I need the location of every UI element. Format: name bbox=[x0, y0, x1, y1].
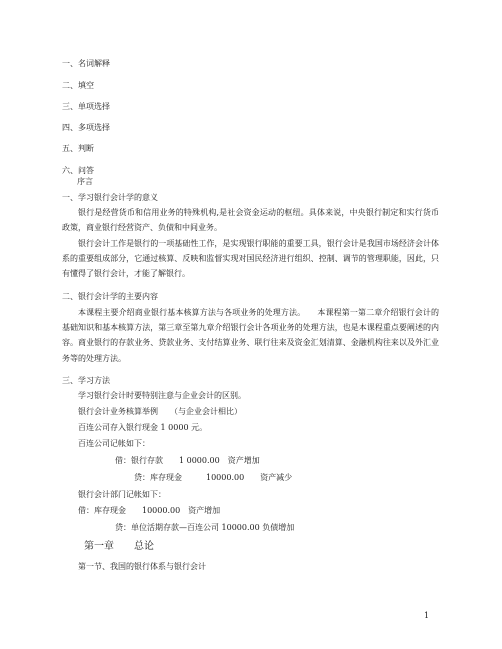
section-1-paragraph-1: 银行是经营货币和信用业务的特殊机构,是社会资金运动的枢纽。具体来说，中央银行制定和实行货币政策，商业银行经营资产、负债和中间业务。 bbox=[62, 208, 439, 233]
exam-type-2: 二、填空 bbox=[62, 81, 94, 90]
entry-debit-2: 借：库存现金 10000.00 资产增加 bbox=[78, 506, 221, 515]
section-2-title: 二、银行会计学的主要内容 bbox=[62, 292, 158, 301]
method-line-1: 学习银行会计时要特别注意与企业会计的区别。 bbox=[78, 391, 246, 400]
exam-type-6: 六、问答 bbox=[62, 166, 94, 175]
page-number: 1 bbox=[424, 611, 430, 620]
preface-heading: 序言 bbox=[77, 177, 93, 186]
entry-debit-1: 借：银行存款 1 0000.00 资产增加 bbox=[115, 456, 260, 465]
method-line-7: 银行会计部门记帐如下： bbox=[78, 490, 166, 499]
exam-type-5: 五、判断 bbox=[62, 144, 94, 153]
chapter-title: 第一章 总论 bbox=[84, 541, 154, 552]
exam-type-4: 四、多项选择 bbox=[62, 123, 110, 132]
section-2-paragraph-1: 本课程主要介绍商业银行基本核算方法与各项业务的处理方法。 本课程第一第二章介绍银行会计的基础知识和基本核算方法，第三章至第九章介绍银行会计各项业务的处理方法，也是本课程重点要阐述的内容。商业银行的存款业务、贷款业务、支付结算业务、联行往来及资金汇划清算、金融机构往来以及外汇业务等的处理方法。 bbox=[62, 308, 439, 363]
exam-type-3: 三、单项选择 bbox=[62, 102, 110, 111]
method-line-4: 百连公司记帐如下： bbox=[78, 439, 150, 448]
exam-type-1: 一、名词解释 bbox=[62, 59, 110, 68]
entry-credit-1: 贷：库存现金 10000.00 资产减少 bbox=[134, 473, 293, 482]
section-1-paragraph-2: 银行会计工作是银行的一项基础性工作，是实现银行职能的重要工具，银行会计是我国市场经济会计体系的重要组成部分，它通过核算、反映和监督实现对国民经济进行组织、控制、调节的管理职能，因此，只有懂得了银行会计，才能了解银行。 bbox=[62, 239, 439, 279]
chapter-section-1-title: 第一节、我国的银行体系与银行会计 bbox=[78, 562, 206, 571]
method-line-2: 银行会计业务核算举例 （与企业会计相比） bbox=[78, 407, 242, 416]
section-3-title: 三、学习方法 bbox=[62, 376, 110, 385]
method-line-3: 百连公司存入银行现金 1 0000 元。 bbox=[78, 423, 208, 432]
entry-credit-2: 贷：单位活期存款—百连公司 10000.00 负债增加 bbox=[115, 523, 295, 532]
section-1-title: 一、学习银行会计学的意义 bbox=[62, 193, 158, 202]
